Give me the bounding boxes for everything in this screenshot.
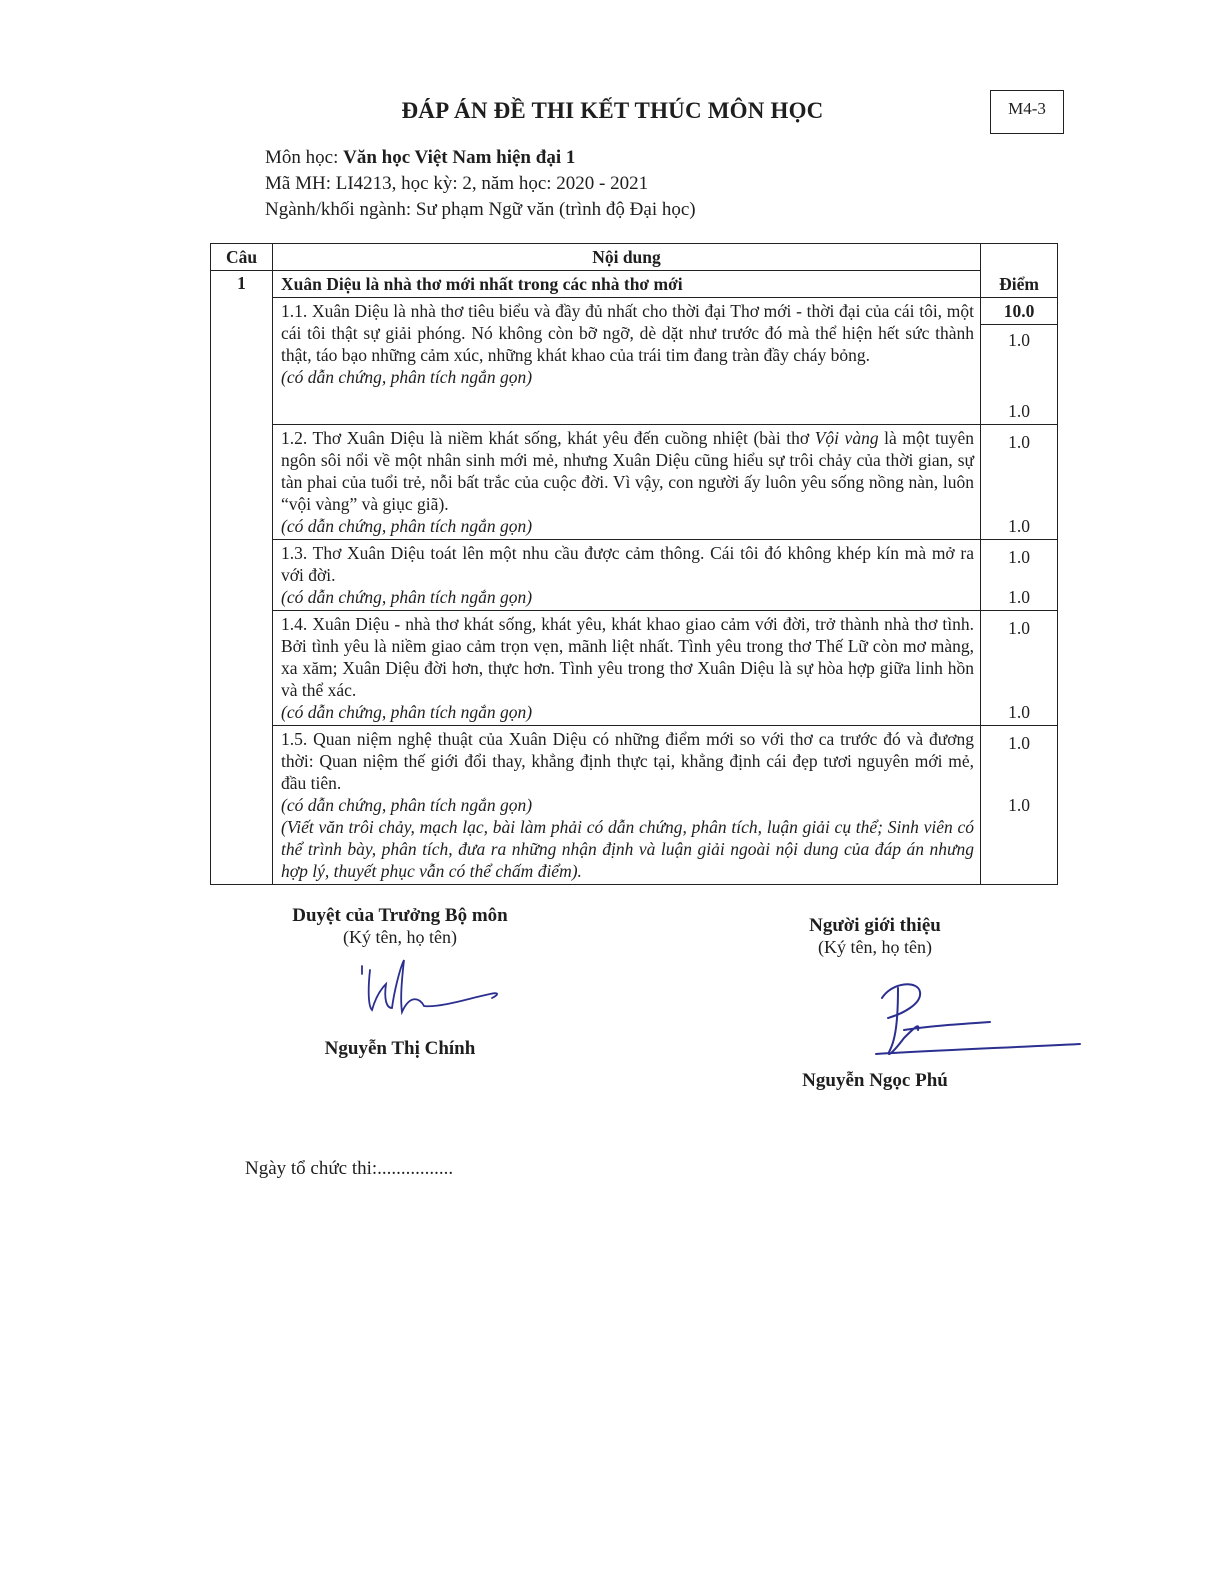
question-heading-row: [211, 271, 1058, 298]
answer-item-1: [273, 298, 981, 425]
answer-text-italic: Vội vàng: [814, 428, 879, 448]
score-value: 1.0: [1008, 733, 1030, 753]
answer-text: là một tuyên ngôn sôi nổi về một nhân sinh mới mẻ, nhưng Xuân Diệu cũng hiểu sự trôi chảy của thời gian, sự tàn phai của tuổi trẻ, nỗi bất trắc của cuộc đời. Vì vậy, con người ấy luôn yêu sống nồng nàn, luôn “vội vàng” và giục giã).: [281, 428, 975, 514]
signature-right-title: Người giới thiệu: [809, 915, 941, 936]
score-cell: [981, 726, 1058, 885]
signature-right-name: Nguyễn Ngọc Phú: [802, 1070, 948, 1091]
page-title: ĐÁP ÁN ĐỀ THI KẾT THÚC MÔN HỌC: [401, 98, 824, 123]
signature-right: [740, 915, 1010, 1092]
major-line: Ngành/khối ngành: Sư phạm Ngữ văn (trình độ Đại học): [265, 199, 696, 220]
score-value: 1.0: [1008, 702, 1030, 722]
answer-text: 1.1. Xuân Diệu là nhà thơ tiêu biểu và đầy đủ nhất cho thời đại Thơ mới - thời đại của cái tôi, một cái tôi thật sự giải phóng. Nó không còn bỡ ngỡ, dè dặt như trước đó mà thể hiện hết sức thành thật, táo bạo những cảm xúc, những khát khao của trái tim đang tràn đầy cháy bỏng.: [281, 301, 974, 365]
signature-left-subtitle: (Ký tên, họ tên): [343, 927, 457, 947]
answer-note: (có dẫn chứng, phân tích ngắn gọn): [281, 516, 533, 536]
grading-note: (Viết văn trôi chảy, mạch lạc, bài làm phải có dẫn chứng, phân tích, luận giải cụ thể; Sinh viên có thể trình bày, phân tích, đưa ra những nhận định và luận giải ngoài nội dung của đáp án nhưng hợp lý, thuyết phục vẫn có thể chấm điểm).: [281, 817, 974, 881]
course-code-line: Mã MH: LI4213, học kỳ: 2, năm học: 2020 - 2021: [265, 173, 649, 194]
table-header-row: [211, 244, 1058, 271]
table-row: [211, 425, 1058, 540]
table-row: [211, 726, 1058, 885]
answer-item-4: [273, 611, 981, 726]
header-score: Điểm: [981, 244, 1058, 298]
subject-label: Môn học:: [265, 147, 344, 168]
answer-text: 1.4. Xuân Diệu - nhà thơ khát sống, khát yêu, khát khao giao cảm với đời, trở thành nhà thơ tình. Bởi tình yêu là niềm giao cảm trọn vẹn, mãnh liệt nhất. Tình yêu trong thơ Thế Lữ còn mơ màng, xa xăm; Xuân Diệu đời hơn, thực hơn. Tình yêu trong thơ Xuân Diệu là sự hòa hợp giữa linh hồn và thể xác.: [281, 614, 974, 700]
score-cell: [981, 425, 1058, 540]
subject-line: [265, 145, 696, 171]
subject-value: Văn học Việt Nam hiện đại 1: [343, 147, 576, 168]
exam-date: Ngày tổ chức thi:................: [245, 1158, 454, 1179]
answer-item-5: [273, 726, 981, 885]
exam-meta: [265, 145, 696, 223]
total-score: 10.0: [981, 298, 1057, 325]
score-value: 1.0: [1008, 330, 1030, 350]
answer-table: [210, 243, 1058, 885]
score-value: 1.0: [1008, 547, 1030, 567]
score-value: 1.0: [1008, 618, 1030, 638]
score-cell: [981, 298, 1058, 425]
answer-note: (có dẫn chứng, phân tích ngắn gọn): [281, 587, 533, 607]
answer-text: 1.2. Thơ Xuân Diệu là niềm khát sống, khát yêu đến cuồng nhiệt (bài thơ: [281, 428, 815, 448]
document-code-box: M4-3: [990, 90, 1064, 134]
score-value: 1.0: [1008, 401, 1030, 421]
signature-left-name: Nguyễn Thị Chính: [324, 1038, 476, 1059]
signature-right-subtitle: (Ký tên, họ tên): [818, 937, 932, 957]
answer-text: 1.5. Quan niệm nghệ thuật của Xuân Diệu có những điểm mới so với thơ ca trước đó và đương thời: Quan niệm thế giới đổi thay, khẳng định thực tại, khẳng định cái đẹp tươi nguyên mới mẻ, đầu tiên.: [281, 729, 974, 793]
table-row: [211, 298, 1058, 425]
answer-note: (có dẫn chứng, phân tích ngắn gọn): [281, 702, 533, 722]
answer-item-3: [273, 540, 981, 611]
signature-left: [260, 905, 540, 1060]
score-value: 1.0: [1008, 516, 1030, 536]
question-number: 1: [211, 271, 273, 885]
score-cell: [981, 540, 1058, 611]
answer-item-2: [273, 425, 981, 540]
answer-note: (có dẫn chứng, phân tích ngắn gọn): [281, 367, 533, 387]
header-content: Nội dung: [273, 244, 981, 271]
question-heading: Xuân Diệu là nhà thơ mới nhất trong các nhà thơ mới: [273, 271, 981, 298]
answer-text: 1.3. Thơ Xuân Diệu toát lên một nhu cầu được cảm thông. Cái tôi đó không khép kín mà mở ra với đời.: [281, 543, 974, 585]
signature-left-title: Duyệt của Trưởng Bộ môn: [292, 905, 508, 926]
table-row: [211, 540, 1058, 611]
score-value: 1.0: [1008, 795, 1030, 815]
table-row: [211, 611, 1058, 726]
header-question: Câu: [211, 244, 273, 271]
handwritten-signature-right: [780, 958, 1090, 1070]
handwritten-signature-left: [270, 948, 530, 1038]
score-cell: [981, 611, 1058, 726]
score-value: 1.0: [1008, 432, 1030, 452]
answer-note: (có dẫn chứng, phân tích ngắn gọn): [281, 795, 533, 815]
score-value: 1.0: [1008, 587, 1030, 607]
